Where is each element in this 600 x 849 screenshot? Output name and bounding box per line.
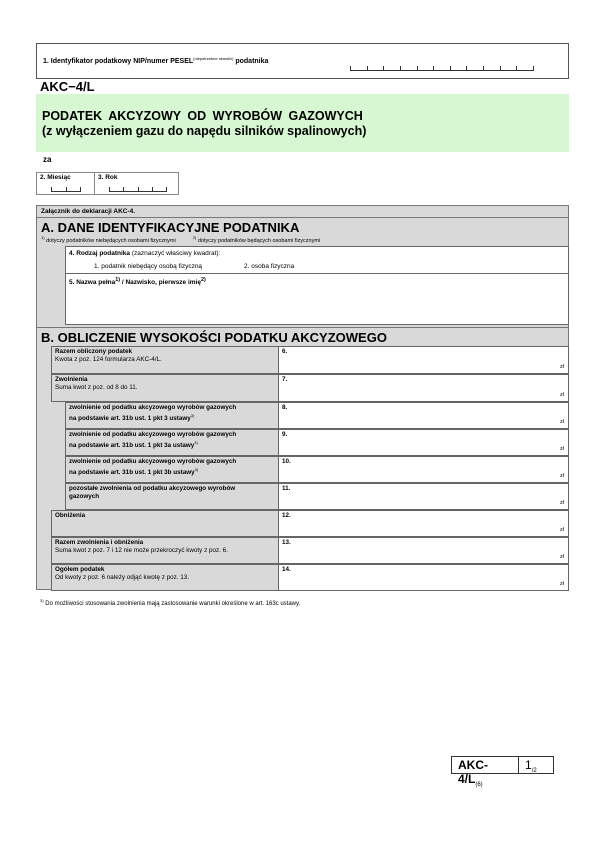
field-5-sup1: 1): [115, 277, 121, 283]
row-label-cell: [65, 456, 279, 483]
field-5-sup2: 2): [200, 277, 206, 283]
row-label-cell: [65, 429, 279, 456]
section-b-title: B. OBLICZENIE WYSOKOŚCI PODATKU AKCYZOWEGO: [41, 330, 387, 345]
row-label-cell: [51, 510, 279, 537]
amount-field-7[interactable]: [279, 374, 569, 402]
currency-label: zł: [560, 364, 564, 370]
currency-label: zł: [560, 581, 564, 587]
year-label: 3. Rok: [98, 174, 118, 181]
section-a-title: A. DANE IDENTYFIKACYJNE PODATNIKA: [41, 220, 300, 235]
form-subtitle: (z wyłączeniem gazu do napędu silników spalinowych): [42, 124, 367, 138]
footer-page: 1: [525, 758, 532, 772]
currency-label: zł: [560, 446, 564, 452]
row-footnote-mark: 3): [194, 467, 199, 472]
footnote2-mark: 2): [192, 235, 197, 240]
month-label: 2. Miesiąc: [40, 174, 71, 181]
amount-field-14[interactable]: [279, 564, 569, 591]
currency-label: zł: [560, 500, 564, 506]
footer-version: (6): [475, 782, 483, 789]
row-label-cell: [51, 346, 279, 374]
currency-label: zł: [560, 527, 564, 533]
row-description: na podstawie art. 31b ust. 1 pkt 3a ustawy$^{3)}$: [69, 440, 198, 450]
month-field[interactable]: [37, 173, 95, 194]
taxpayer-type-option-2[interactable]: 2. osoba fizyczna: [244, 263, 295, 270]
taxpayer-id-box: [36, 43, 569, 79]
taxpayer-id-input[interactable]: [350, 64, 534, 71]
comb-tick: [450, 66, 451, 70]
comb-tick: [533, 66, 534, 70]
page-footer: [451, 756, 554, 789]
tax-row-8: [65, 402, 569, 429]
year-input[interactable]: [109, 185, 167, 192]
form-code: AKC−4/L: [40, 79, 95, 94]
amount-field-13[interactable]: [279, 537, 569, 564]
field-5-label: [69, 277, 206, 286]
comb-tick: [80, 187, 81, 191]
field-number: 8.: [282, 404, 288, 411]
comb-tick: [350, 66, 351, 70]
field-4-label-text: 4. Rodzaj podatnika: [69, 250, 131, 257]
currency-label: zł: [560, 392, 564, 398]
row-label-cell: [65, 402, 279, 429]
tax-row-11: [65, 483, 569, 510]
row-footnote-mark: 3): [194, 440, 198, 445]
comb-tick: [51, 187, 52, 191]
row-title: Razem obliczony podatek: [55, 348, 132, 355]
field-number: 7.: [282, 376, 288, 383]
footnote-3: [40, 598, 300, 607]
amount-field-8[interactable]: [279, 402, 569, 429]
tax-row-14: [51, 564, 569, 591]
row-description: Suma kwot z poz. 7 i 12 nie może przekroczyć kwoty z poz. 6.: [55, 547, 228, 554]
comb-tick: [166, 187, 167, 191]
comb-tick: [152, 187, 153, 191]
comb-tick: [367, 66, 368, 70]
row-title: Ogółem podatek: [55, 566, 105, 573]
form-title: PODATEK AKCYZOWY OD WYROBÓW GAZOWYCH: [42, 109, 363, 123]
annex-form-body: [36, 205, 569, 590]
row-title: Zwolnienia: [55, 376, 88, 383]
comb-tick: [500, 66, 501, 70]
row-description: gazowych: [69, 493, 100, 500]
field-number: 6.: [282, 348, 288, 355]
comb-tick: [383, 66, 384, 70]
row-label-cell: [51, 374, 279, 402]
field-number: 13.: [282, 539, 291, 546]
period-box: [36, 172, 179, 195]
row-label-cell: [51, 537, 279, 564]
tax-row-7: [51, 374, 569, 402]
currency-label: zł: [560, 473, 564, 479]
year-field[interactable]: [95, 173, 179, 194]
row-description: Suma kwot z poz. od 8 do 11.: [55, 384, 138, 391]
comb-tick: [466, 66, 467, 70]
row-title: pozostałe zwolnienia od podatku akcyzowego wyrobów: [69, 485, 236, 492]
row-label-cell: [51, 564, 279, 591]
taxpayer-id-label-text: 1. Identyfikator podatkowy NIP/numer PESEL: [43, 58, 194, 66]
row-description: Kwota z poz. 124 formularza AKC-4/L.: [55, 356, 162, 363]
comb-tick: [433, 66, 434, 70]
amount-field-6[interactable]: [279, 346, 569, 374]
footnote2-text: dotyczy podatników będących osobami fizycznymi: [196, 237, 321, 244]
tax-row-10: [65, 456, 569, 483]
tax-row-13: [51, 537, 569, 564]
tax-row-6: [51, 346, 569, 374]
taxpayer-id-label: [43, 56, 268, 65]
row-description: na podstawie art. 31b ust. 1 pkt 3b ustawy$^{3)}$: [69, 467, 199, 477]
form-title-banner: [36, 94, 569, 152]
field-number: 12.: [282, 512, 291, 519]
row-title: zwolnienie od podatku akcyzowego wyrobów gazowych: [69, 431, 237, 438]
comb-tick: [66, 187, 67, 191]
field-number: 10.: [282, 458, 291, 465]
footer-form-code: [451, 756, 519, 789]
footer-page-number: [519, 756, 554, 774]
comb-tick: [483, 66, 484, 70]
taxpayer-id-label-suffix: podatnika: [233, 58, 269, 66]
amount-field-10[interactable]: [279, 456, 569, 483]
taxpayer-type-option-1[interactable]: 1. podatnik niebędący osobą fizyczną: [94, 263, 203, 270]
row-description: Od kwoty z poz. 6 należy odjąć kwotę z poz. 13.: [55, 574, 190, 581]
row-title: zwolnienie od podatku akcyzowego wyrobów gazowych: [69, 404, 237, 411]
footnote1-text: dotyczy podatników niebędących osobami fizycznymi: [44, 237, 176, 244]
comb-tick: [123, 187, 124, 191]
row-title: Razem zwolnienia i obniżenia: [55, 539, 144, 546]
divider: [37, 217, 568, 218]
field-5-full-name[interactable]: [65, 273, 569, 325]
comb-tick: [109, 187, 110, 191]
footnote1-mark: 1): [41, 235, 45, 240]
currency-label: zł: [560, 419, 564, 425]
row-label-cell: [65, 483, 279, 510]
comb-tick: [516, 66, 517, 70]
comb-tick: [417, 66, 418, 70]
field-4-label: [69, 250, 220, 257]
annex-label: Załącznik do deklaracji AKC-4.: [41, 208, 136, 215]
row-footnote-mark: 3): [190, 413, 195, 418]
divider: [37, 327, 568, 328]
field-4-hint: (zaznaczyć właściwy kwadrat):: [130, 250, 221, 257]
field-5-label-text: 5. Nazwa pełna: [69, 279, 116, 287]
field-number: 11.: [282, 485, 291, 492]
row-title: zwolnienie od podatku akcyzowego wyrobów gazowych: [69, 458, 237, 465]
amount-field-9[interactable]: [279, 429, 569, 456]
row-description: na podstawie art. 31b ust. 1 pkt 3 ustawy$^{3)}$: [69, 413, 195, 423]
tax-row-12: [51, 510, 569, 537]
field-number: 14.: [282, 566, 291, 573]
field-number: 9.: [282, 431, 288, 438]
amount-field-12[interactable]: [279, 510, 569, 537]
month-input[interactable]: [51, 185, 81, 192]
comb-tick: [400, 66, 401, 70]
footer-code: AKC-4/L: [458, 758, 488, 786]
field-4-taxpayer-type: [65, 246, 569, 274]
period-za-label: za: [43, 155, 52, 164]
row-title: Obniżenia: [55, 512, 86, 519]
currency-label: zł: [560, 554, 564, 560]
footer-total: /2: [531, 768, 537, 775]
comb-tick: [138, 187, 139, 191]
section-a-footnotes: [41, 235, 320, 244]
field-5-label-mid: / Nazwisko, pierwsze imię: [120, 279, 201, 287]
taxpayer-id-label-note: (niepotrzebne skreślić): [193, 56, 234, 61]
tax-row-9: [65, 429, 569, 456]
amount-field-11[interactable]: [279, 483, 569, 510]
footnote-3-mark: 3): [40, 598, 44, 603]
footnote-3-text: Do możliwości stosowania zwolnienia mają zastosowanie warunki określone w art. 163c ustawy.: [43, 601, 301, 607]
